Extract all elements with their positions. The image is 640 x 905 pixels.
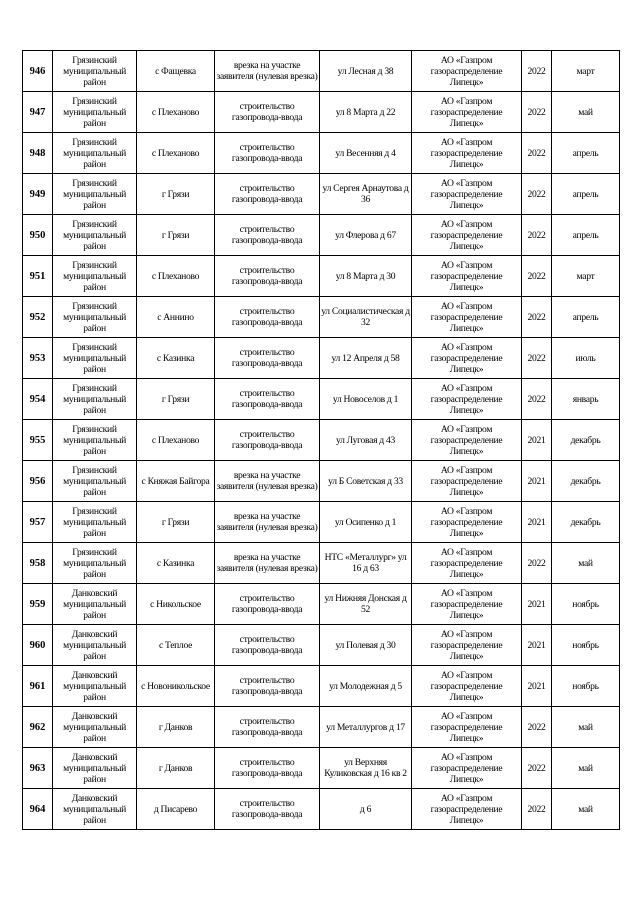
table-row bbox=[23, 338, 620, 379]
district-cell: Данковский муниципальный район bbox=[53, 707, 137, 748]
table-row bbox=[23, 420, 620, 461]
work-type-cell: строительство газопровода-ввода bbox=[215, 256, 320, 297]
month-cell: май bbox=[552, 748, 620, 789]
work-type-cell: врезка на участке заявителя (нулевая врезка) bbox=[215, 502, 320, 543]
month-cell: ноябрь bbox=[552, 625, 620, 666]
organization-cell: АО «Газпром газораспределение Липецк» bbox=[412, 543, 522, 584]
settlement-cell: с Новоникольское bbox=[137, 666, 215, 707]
month-cell: июль bbox=[552, 338, 620, 379]
year-cell: 2021 bbox=[522, 666, 552, 707]
row-number: 958 bbox=[23, 543, 53, 584]
organization-cell: АО «Газпром газораспределение Липецк» bbox=[412, 338, 522, 379]
gasification-table bbox=[22, 50, 620, 830]
settlement-cell: с Плеханово bbox=[137, 133, 215, 174]
year-cell: 2021 bbox=[522, 461, 552, 502]
work-type-cell: врезка на участке заявителя (нулевая врезка) bbox=[215, 461, 320, 502]
year-cell: 2022 bbox=[522, 92, 552, 133]
settlement-cell: г Грязи bbox=[137, 174, 215, 215]
year-cell: 2022 bbox=[522, 379, 552, 420]
table-row bbox=[23, 748, 620, 789]
row-number: 947 bbox=[23, 92, 53, 133]
table-row bbox=[23, 543, 620, 584]
row-number: 956 bbox=[23, 461, 53, 502]
settlement-cell: с Никольское bbox=[137, 584, 215, 625]
work-type-cell: строительство газопровода-ввода bbox=[215, 338, 320, 379]
settlement-cell: с Аннино bbox=[137, 297, 215, 338]
table-row bbox=[23, 297, 620, 338]
district-cell: Грязинский муниципальный район bbox=[53, 92, 137, 133]
district-cell: Грязинский муниципальный район bbox=[53, 133, 137, 174]
district-cell: Грязинский муниципальный район bbox=[53, 297, 137, 338]
month-cell: март bbox=[552, 51, 620, 92]
month-cell: декабрь bbox=[552, 420, 620, 461]
row-number: 962 bbox=[23, 707, 53, 748]
work-type-cell: строительство газопровода-ввода bbox=[215, 133, 320, 174]
work-type-cell: строительство газопровода-ввода bbox=[215, 625, 320, 666]
address-cell: ул Молодежная д 5 bbox=[320, 666, 412, 707]
address-cell: НТС «Металлург» ул 16 д 63 bbox=[320, 543, 412, 584]
table-row bbox=[23, 461, 620, 502]
month-cell: ноябрь bbox=[552, 666, 620, 707]
district-cell: Грязинский муниципальный район bbox=[53, 502, 137, 543]
year-cell: 2022 bbox=[522, 543, 552, 584]
table-row bbox=[23, 502, 620, 543]
district-cell: Грязинский муниципальный район bbox=[53, 215, 137, 256]
year-cell: 2021 bbox=[522, 625, 552, 666]
table-row bbox=[23, 625, 620, 666]
year-cell: 2022 bbox=[522, 51, 552, 92]
work-type-cell: строительство газопровода-ввода bbox=[215, 584, 320, 625]
table-body bbox=[23, 51, 620, 830]
row-number: 953 bbox=[23, 338, 53, 379]
district-cell: Данковский муниципальный район bbox=[53, 584, 137, 625]
table-row bbox=[23, 666, 620, 707]
month-cell: декабрь bbox=[552, 502, 620, 543]
row-number: 957 bbox=[23, 502, 53, 543]
organization-cell: АО «Газпром газораспределение Липецк» bbox=[412, 666, 522, 707]
year-cell: 2022 bbox=[522, 256, 552, 297]
district-cell: Грязинский муниципальный район bbox=[53, 51, 137, 92]
row-number: 959 bbox=[23, 584, 53, 625]
month-cell: май bbox=[552, 92, 620, 133]
row-number: 949 bbox=[23, 174, 53, 215]
work-type-cell: врезка на участке заявителя (нулевая врезка) bbox=[215, 51, 320, 92]
settlement-cell: г Грязи bbox=[137, 379, 215, 420]
organization-cell: АО «Газпром газораспределение Липецк» bbox=[412, 297, 522, 338]
address-cell: ул Новоселов д 1 bbox=[320, 379, 412, 420]
settlement-cell: г Грязи bbox=[137, 502, 215, 543]
table-row bbox=[23, 789, 620, 830]
month-cell: декабрь bbox=[552, 461, 620, 502]
table-row bbox=[23, 707, 620, 748]
address-cell: ул Лесная д 38 bbox=[320, 51, 412, 92]
organization-cell: АО «Газпром газораспределение Липецк» bbox=[412, 51, 522, 92]
district-cell: Данковский муниципальный район bbox=[53, 748, 137, 789]
year-cell: 2022 bbox=[522, 215, 552, 256]
table-row bbox=[23, 51, 620, 92]
table-row bbox=[23, 133, 620, 174]
address-cell: ул Осипенко д 1 bbox=[320, 502, 412, 543]
organization-cell: АО «Газпром газораспределение Липецк» bbox=[412, 748, 522, 789]
table-row bbox=[23, 256, 620, 297]
organization-cell: АО «Газпром газораспределение Липецк» bbox=[412, 789, 522, 830]
work-type-cell: врезка на участке заявителя (нулевая врезка) bbox=[215, 543, 320, 584]
row-number: 955 bbox=[23, 420, 53, 461]
row-number: 960 bbox=[23, 625, 53, 666]
work-type-cell: строительство газопровода-ввода bbox=[215, 666, 320, 707]
month-cell: апрель bbox=[552, 297, 620, 338]
address-cell: ул Б Советская д 33 bbox=[320, 461, 412, 502]
month-cell: ноябрь bbox=[552, 584, 620, 625]
organization-cell: АО «Газпром газораспределение Липецк» bbox=[412, 502, 522, 543]
organization-cell: АО «Газпром газораспределение Липецк» bbox=[412, 256, 522, 297]
settlement-cell: с Плеханово bbox=[137, 420, 215, 461]
address-cell: ул Верхняя Куликовская д 16 кв 2 bbox=[320, 748, 412, 789]
settlement-cell: с Плеханово bbox=[137, 92, 215, 133]
organization-cell: АО «Газпром газораспределение Липецк» bbox=[412, 92, 522, 133]
district-cell: Грязинский муниципальный район bbox=[53, 338, 137, 379]
year-cell: 2021 bbox=[522, 502, 552, 543]
year-cell: 2021 bbox=[522, 420, 552, 461]
organization-cell: АО «Газпром газораспределение Липецк» bbox=[412, 707, 522, 748]
table-row bbox=[23, 215, 620, 256]
year-cell: 2022 bbox=[522, 297, 552, 338]
work-type-cell: строительство газопровода-ввода bbox=[215, 379, 320, 420]
settlement-cell: с Казинка bbox=[137, 543, 215, 584]
month-cell: апрель bbox=[552, 174, 620, 215]
month-cell: май bbox=[552, 543, 620, 584]
address-cell: ул Флерова д 67 bbox=[320, 215, 412, 256]
district-cell: Грязинский муниципальный район bbox=[53, 256, 137, 297]
row-number: 946 bbox=[23, 51, 53, 92]
settlement-cell: с Фащевка bbox=[137, 51, 215, 92]
work-type-cell: строительство газопровода-ввода bbox=[215, 297, 320, 338]
organization-cell: АО «Газпром газораспределение Липецк» bbox=[412, 215, 522, 256]
work-type-cell: строительство газопровода-ввода bbox=[215, 92, 320, 133]
settlement-cell: д Писарево bbox=[137, 789, 215, 830]
work-type-cell: строительство газопровода-ввода bbox=[215, 215, 320, 256]
address-cell: ул Сергея Арнаутова д 36 bbox=[320, 174, 412, 215]
address-cell: ул Нижняя Донская д 52 bbox=[320, 584, 412, 625]
work-type-cell: строительство газопровода-ввода bbox=[215, 707, 320, 748]
row-number: 961 bbox=[23, 666, 53, 707]
address-cell: ул Весенняя д 4 bbox=[320, 133, 412, 174]
month-cell: апрель bbox=[552, 133, 620, 174]
settlement-cell: с Теплое bbox=[137, 625, 215, 666]
work-type-cell: строительство газопровода-ввода bbox=[215, 174, 320, 215]
settlement-cell: с Плеханово bbox=[137, 256, 215, 297]
year-cell: 2022 bbox=[522, 707, 552, 748]
year-cell: 2021 bbox=[522, 584, 552, 625]
address-cell: ул 8 Марта д 22 bbox=[320, 92, 412, 133]
row-number: 950 bbox=[23, 215, 53, 256]
table-row bbox=[23, 174, 620, 215]
work-type-cell: строительство газопровода-ввода bbox=[215, 789, 320, 830]
table-row bbox=[23, 379, 620, 420]
table-row bbox=[23, 92, 620, 133]
year-cell: 2022 bbox=[522, 174, 552, 215]
organization-cell: АО «Газпром газораспределение Липецк» bbox=[412, 379, 522, 420]
organization-cell: АО «Газпром газораспределение Липецк» bbox=[412, 133, 522, 174]
month-cell: май bbox=[552, 789, 620, 830]
address-cell: д 6 bbox=[320, 789, 412, 830]
district-cell: Грязинский муниципальный район bbox=[53, 420, 137, 461]
year-cell: 2022 bbox=[522, 338, 552, 379]
row-number: 952 bbox=[23, 297, 53, 338]
row-number: 964 bbox=[23, 789, 53, 830]
year-cell: 2022 bbox=[522, 133, 552, 174]
address-cell: ул 8 Марта д 30 bbox=[320, 256, 412, 297]
district-cell: Данковский муниципальный район bbox=[53, 625, 137, 666]
month-cell: апрель bbox=[552, 215, 620, 256]
address-cell: ул 12 Апреля д 58 bbox=[320, 338, 412, 379]
address-cell: ул Металлургов д 17 bbox=[320, 707, 412, 748]
organization-cell: АО «Газпром газораспределение Липецк» bbox=[412, 625, 522, 666]
month-cell: май bbox=[552, 707, 620, 748]
row-number: 954 bbox=[23, 379, 53, 420]
address-cell: ул Полевая д 30 bbox=[320, 625, 412, 666]
work-type-cell: строительство газопровода-ввода bbox=[215, 420, 320, 461]
district-cell: Грязинский муниципальный район bbox=[53, 174, 137, 215]
settlement-cell: с Казинка bbox=[137, 338, 215, 379]
year-cell: 2022 bbox=[522, 748, 552, 789]
row-number: 951 bbox=[23, 256, 53, 297]
organization-cell: АО «Газпром газораспределение Липецк» bbox=[412, 461, 522, 502]
settlement-cell: г Данков bbox=[137, 748, 215, 789]
settlement-cell: с Княжая Байгора bbox=[137, 461, 215, 502]
work-type-cell: строительство газопровода-ввода bbox=[215, 748, 320, 789]
organization-cell: АО «Газпром газораспределение Липецк» bbox=[412, 584, 522, 625]
settlement-cell: г Данков bbox=[137, 707, 215, 748]
settlement-cell: г Грязи bbox=[137, 215, 215, 256]
table-row bbox=[23, 584, 620, 625]
organization-cell: АО «Газпром газораспределение Липецк» bbox=[412, 174, 522, 215]
district-cell: Данковский муниципальный район bbox=[53, 789, 137, 830]
month-cell: март bbox=[552, 256, 620, 297]
row-number: 948 bbox=[23, 133, 53, 174]
address-cell: ул Социалистическая д 32 bbox=[320, 297, 412, 338]
year-cell: 2022 bbox=[522, 789, 552, 830]
district-cell: Данковский муниципальный район bbox=[53, 666, 137, 707]
row-number: 963 bbox=[23, 748, 53, 789]
organization-cell: АО «Газпром газораспределение Липецк» bbox=[412, 420, 522, 461]
district-cell: Грязинский муниципальный район bbox=[53, 379, 137, 420]
address-cell: ул Луговая д 43 bbox=[320, 420, 412, 461]
district-cell: Грязинский муниципальный район bbox=[53, 543, 137, 584]
district-cell: Грязинский муниципальный район bbox=[53, 461, 137, 502]
month-cell: январь bbox=[552, 379, 620, 420]
